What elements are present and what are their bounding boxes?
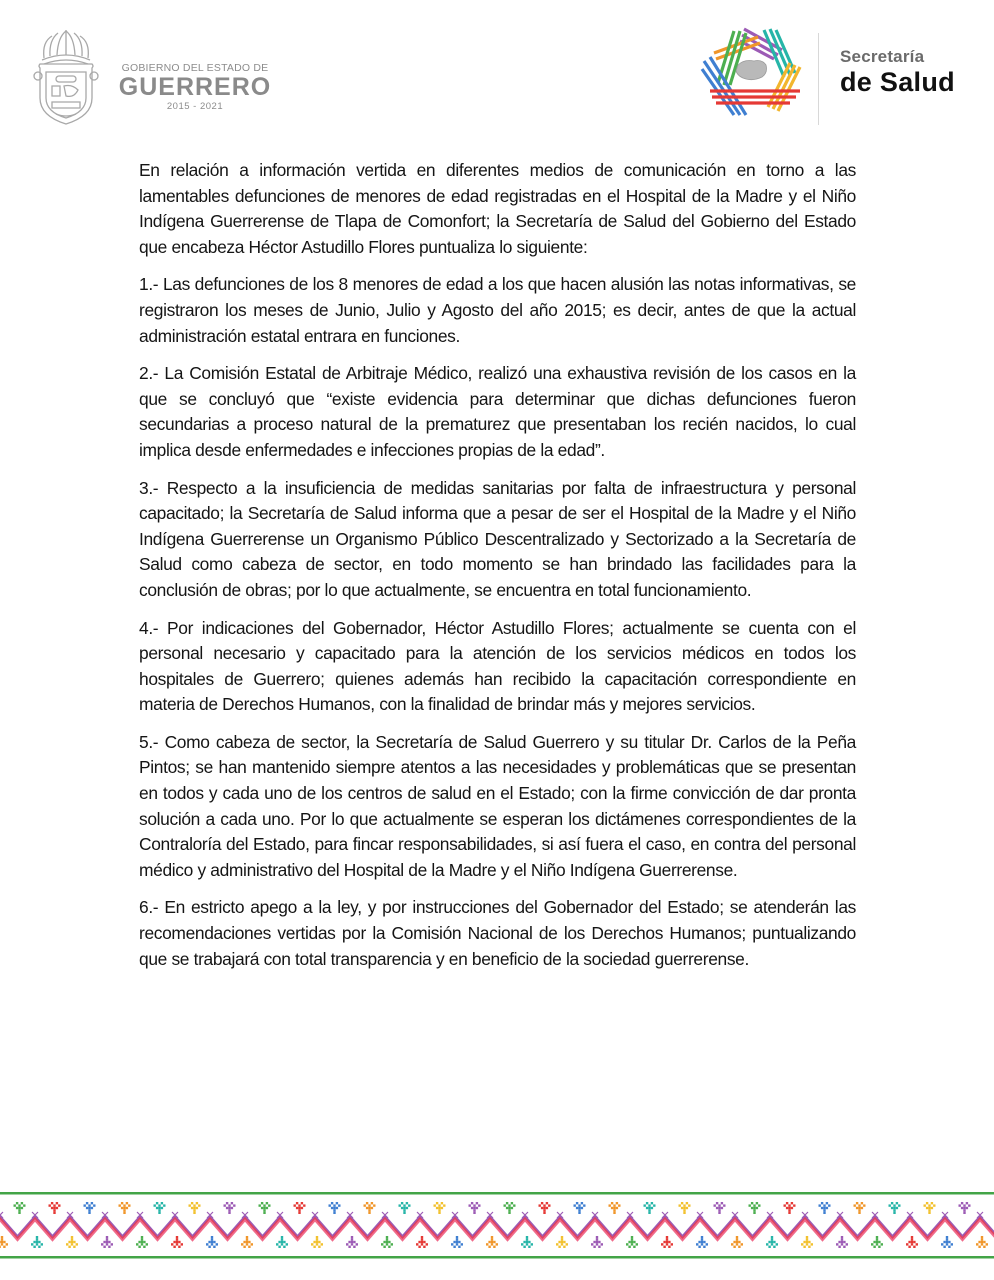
coat-of-arms-icon — [30, 28, 102, 128]
flower-motif — [346, 1236, 358, 1248]
flower-motif — [241, 1236, 253, 1248]
flower-motif — [871, 1236, 883, 1248]
flower-motif — [819, 1202, 831, 1214]
heptagon-ribbon-emblem-icon — [700, 25, 804, 120]
flower-motif — [556, 1236, 568, 1248]
government-logo-state-name: GUERRERO — [118, 73, 272, 101]
bottom-rule — [0, 1256, 994, 1259]
flower-motif — [101, 1236, 113, 1248]
flower-motif — [84, 1202, 96, 1214]
flower-motif — [609, 1202, 621, 1214]
flower-motif — [136, 1236, 148, 1248]
government-of-guerrero-logo — [30, 28, 280, 128]
flower-motif — [889, 1202, 901, 1214]
flower-motif — [801, 1236, 813, 1248]
point-1-paragraph: 1.- Las defunciones de los 8 menores de edad a los que hacen alusión las notas informativas, se registraron los meses de Junio, Julio y Agosto del año 2015; es decir, antes de que la actual administración estatal entrara en funciones. — [139, 274, 856, 346]
flower-motif — [259, 1202, 271, 1214]
point-2-paragraph: 2.- La Comisión Estatal de Arbitraje Médico, realizó una exhaustiva revisión de los casos en la que se concluyó que “existe evidencia para determinar que dichas defunciones fueron secundarias a proceso natural de la prematurez que presentaban los recién nacidos, lo cual implica desde enfermedades e infecciones propias de la edad”. — [139, 363, 856, 460]
government-logo-term: 2015 - 2021 — [166, 101, 224, 112]
flower-motif — [644, 1202, 656, 1214]
point-6-paragraph: 6.- En estricto apego a la ley, y por instrucciones del Gobernador del Estado; se atenderán las recomendaciones vertidas por la Comisión Nacional de los Derechos Humanos; puntualizando que se trabajará con total transparencia y en beneficio de la sociedad guerrerense. — [139, 897, 856, 969]
flower-motif — [521, 1236, 533, 1248]
flower-motif — [539, 1202, 551, 1214]
flower-motif — [591, 1236, 603, 1248]
flower-motif — [206, 1236, 218, 1248]
flower-motif — [836, 1236, 848, 1248]
flower-motif — [714, 1202, 726, 1214]
flower-motif — [49, 1202, 61, 1214]
flower-motif — [294, 1202, 306, 1214]
flower-motif — [154, 1202, 166, 1214]
flower-motif — [784, 1202, 796, 1214]
top-rule — [0, 1192, 994, 1195]
flower-motif — [329, 1202, 341, 1214]
point-5-paragraph: 5.- Como cabeza de sector, la Secretaría de Salud Guerrero y su titular Dr. Carlos de la Peña Pintos; se han mantenido siempre atentos a las necesidades y problemáticas que se presentan en todos y cada uno de los centros de salud en el Estado; con la firme convicción de dar pronta solución a cada uno. Por lo que actualmente se esperan los dictámenes correspondientes de la Contraloría del Estado, para fincar responsabilidades, si así fuera el caso, en contra del personal médico y administrativo del Hospital de la Madre y el Niño Indígena Guerrerense. — [139, 731, 856, 880]
salud-logo-text — [840, 47, 955, 97]
point-4-paragraph: 4.- Por indicaciones del Gobernador, Héctor Astudillo Flores; actualmente se cuenta con el personal necesario y capacitado para la atención de los servicios médicos en todos los hospitales de Guerrero; quienes además han recibido la capacitación correspondiente en materia de Derechos Humanos, con la finalidad de brindar más y mejores servicios. — [139, 617, 856, 715]
embroidered-zigzag-border-icon — [0, 1190, 994, 1260]
salud-logo-line2: de Salud — [840, 67, 955, 97]
flower-motif — [749, 1202, 761, 1214]
flower-motif — [31, 1236, 43, 1248]
flower-motif — [574, 1202, 586, 1214]
flower-motif — [486, 1236, 498, 1248]
flower-motif — [14, 1202, 26, 1214]
flower-motif — [696, 1236, 708, 1248]
flower-motif — [311, 1236, 323, 1248]
flower-motif — [924, 1202, 936, 1214]
flower-motif — [434, 1202, 446, 1214]
flower-motif — [626, 1236, 638, 1248]
zigzag-stripe — [0, 1212, 994, 1240]
government-logo-line1: GOBIERNO DEL ESTADO DE — [121, 62, 269, 74]
flower-motif — [469, 1202, 481, 1214]
flower-motif — [0, 1236, 8, 1248]
flower-motif — [276, 1236, 288, 1248]
flower-motif — [364, 1202, 376, 1214]
flower-motif — [66, 1236, 78, 1248]
flower-motif — [399, 1202, 411, 1214]
point-3-paragraph: 3.- Respecto a la insuficiencia de medidas sanitarias por falta de infraestructura y personal capacitado; la Secretaría de Salud informa que a pesar de ser el Hospital de la Madre y el Niño Indígena Guerrerense un Organismo Público Descentralizado y Sectorizado a la Secretaría de Salud como cabeza de sector, en todo momento se han brindado las facilidades para la conclusión de obras; por lo que actualmente, se encuentra en total funcionamiento. — [139, 477, 856, 600]
salud-logo-line1: Secretaría — [840, 47, 925, 66]
flower-motif — [504, 1202, 516, 1214]
flower-motif — [941, 1236, 953, 1248]
press-statement-body — [139, 158, 856, 984]
flower-motif — [906, 1236, 918, 1248]
flower-motif — [854, 1202, 866, 1214]
flower-motif — [224, 1202, 236, 1214]
flower-motif — [976, 1236, 988, 1248]
flower-motif — [766, 1236, 778, 1248]
flower-motif — [679, 1202, 691, 1214]
flower-motif — [661, 1236, 673, 1248]
flower-motif — [381, 1236, 393, 1248]
flower-motif — [189, 1202, 201, 1214]
secretaria-de-salud-logo — [700, 25, 970, 125]
intro-paragraph: En relación a información vertida en diferentes medios de comunicación en torno a las lamentables defunciones de menores de edad registradas en el Hospital de la Madre y el Niño Indígena Guerrerense de Tlapa de Comonfort; la Secretaría de Salud del Gobierno del Estado que encabeza Héctor Astudillo Flores puntualiza lo siguiente: — [139, 160, 856, 257]
flower-motif — [731, 1236, 743, 1248]
government-logo-text — [110, 62, 280, 113]
flower-motif — [416, 1236, 428, 1248]
flower-motif — [119, 1202, 131, 1214]
flower-motif — [451, 1236, 463, 1248]
letterhead — [0, 0, 994, 135]
flower-motif — [959, 1202, 971, 1214]
flower-motif — [171, 1236, 183, 1248]
logo-divider — [818, 33, 819, 125]
